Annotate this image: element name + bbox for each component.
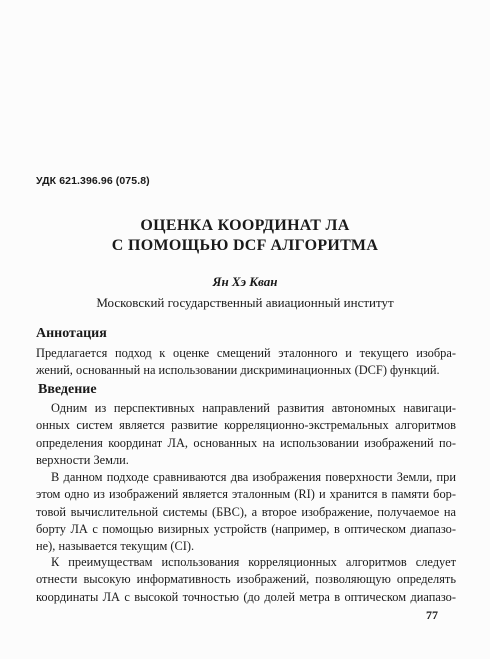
paragraph-line: координаты ЛА с высокой точностью (до долей метра в оптическом диапазо- <box>36 589 456 604</box>
paragraph-line: онных систем является развитие корреляционно-экстремальных алгоритмов <box>36 418 456 433</box>
paragraph-line: К преимуществам использования корреляционных алгоритмов следует <box>51 555 456 569</box>
intro-paragraph-3 <box>36 554 456 606</box>
article-title-line-1: ОЦЕНКА КООРДИНАТ ЛА <box>140 217 350 234</box>
intro-paragraph-1 <box>36 400 456 469</box>
abstract-paragraph <box>36 345 456 380</box>
paragraph-line: товой вычислительной системы (БВС), а второе изображение, получаемое на <box>36 504 456 519</box>
intro-paragraph-2 <box>36 469 456 555</box>
udk-code: УДК 621.396.96 (075.8) <box>36 175 150 187</box>
paragraph-line: борту ЛА с помощью визирных устройств (например, в оптическом диапазо- <box>36 521 456 536</box>
abstract-line: Предлагается подход к оценке смещений эталонного и текущего изобра- <box>36 346 456 360</box>
paragraph-line: не), называется текущим (CI). <box>36 539 195 554</box>
introduction-heading: Введение <box>38 382 97 397</box>
author-name: Ян Хэ Кван <box>212 274 278 289</box>
author-affiliation: Московский государственный авиационный институт <box>96 295 394 310</box>
paragraph-line: определения координат ЛА, основанных на использовании изображений по- <box>36 435 456 450</box>
paragraph-line: верхности Земли. <box>36 452 129 467</box>
paragraph-line: Одним из перспективных направлений развития автономных навигаци- <box>51 401 456 415</box>
page-number: 77 <box>426 608 438 622</box>
abstract-heading: Аннотация <box>36 326 107 341</box>
paragraph-line: В данном подходе сравниваются два изображения поверхности Земли, при <box>51 470 456 484</box>
paragraph-line: отнести высокую информативность изображений, позволяющую определять <box>36 572 456 587</box>
abstract-line: жений, основанный на использовании дискриминационных (DCF) функций. <box>36 363 440 378</box>
article-title-line-2: С ПОМОЩЬЮ DCF АЛГОРИТМА <box>111 237 379 254</box>
paragraph-line: этом одно из изображений является эталонным (RI) и хранится в памяти бор- <box>36 487 456 502</box>
